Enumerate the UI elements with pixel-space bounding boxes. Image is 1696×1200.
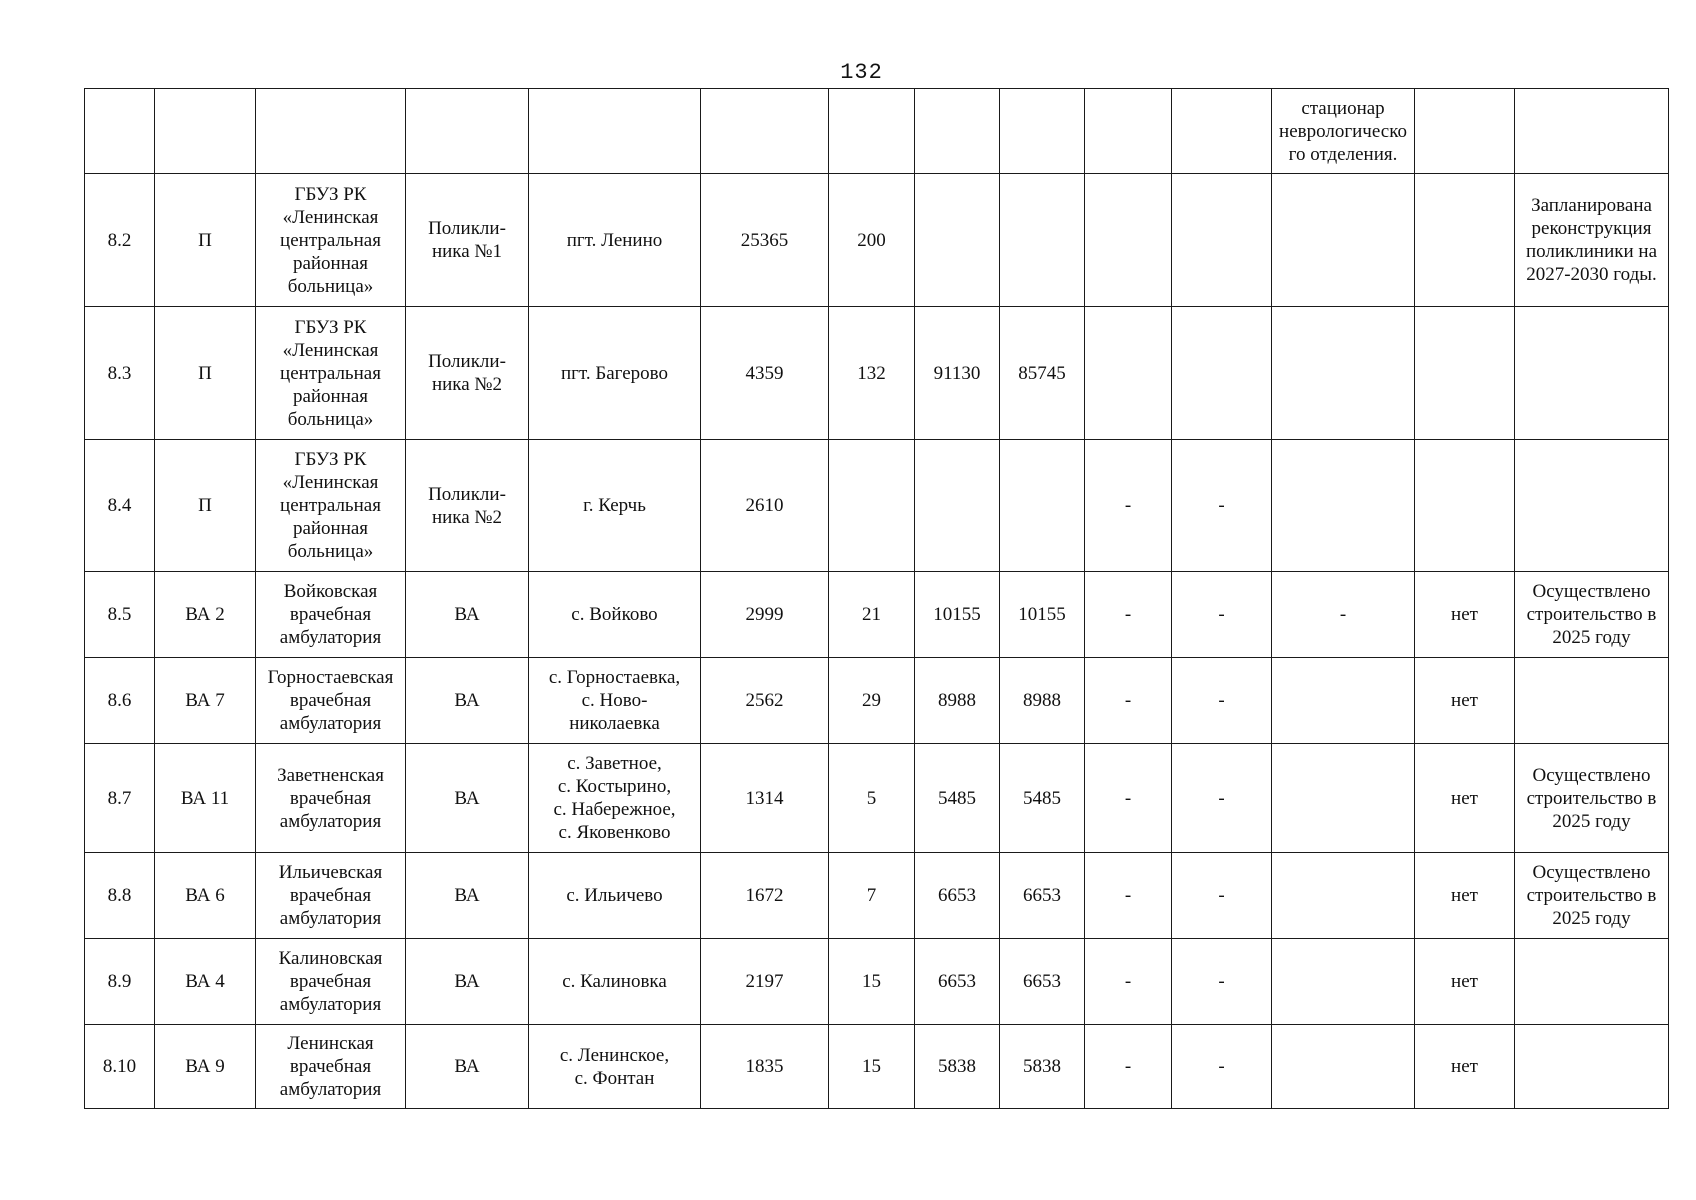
row-col-6: 2562 [701,658,829,744]
row-facility-type: Поликли- ника №2 [406,307,529,440]
row-col-8: 10155 [915,572,1000,658]
row-col-6: 4359 [701,307,829,440]
row-col-12 [1272,939,1415,1025]
row-col-12 [1272,307,1415,440]
row-code: ВА 11 [155,744,256,853]
header-cell-12: стационар неврологическо го отделения. [1272,89,1415,174]
row-col-7: 132 [829,307,915,440]
row-organization: Заветненская врачебная амбулатория [256,744,406,853]
header-cell-14 [1515,89,1669,174]
row-number: 8.7 [85,744,155,853]
row-facility-type: Поликли- ника №1 [406,174,529,307]
row-col-11: - [1172,744,1272,853]
row-number: 8.9 [85,939,155,1025]
row-col-6: 1835 [701,1025,829,1109]
row-col-6: 2610 [701,440,829,572]
row-col-8: 5485 [915,744,1000,853]
row-note: Осуществлено строительство в 2025 году [1515,853,1669,939]
row-col-13: нет [1415,658,1515,744]
row-note [1515,658,1669,744]
row-locality: с. Ленинское, с. Фонтан [529,1025,701,1109]
row-code: П [155,307,256,440]
row-organization: Войковская врачебная амбулатория [256,572,406,658]
row-col-9: 8988 [1000,658,1085,744]
row-number: 8.5 [85,572,155,658]
row-col-11 [1172,174,1272,307]
row-col-8: 6653 [915,939,1000,1025]
row-col-10 [1085,174,1172,307]
row-facility-type: ВА [406,744,529,853]
row-col-6: 2197 [701,939,829,1025]
row-locality: с. Калиновка [529,939,701,1025]
row-col-13: нет [1415,744,1515,853]
row-facility-type: ВА [406,939,529,1025]
row-col-8: 91130 [915,307,1000,440]
row-col-7 [829,440,915,572]
table-row [85,853,1669,939]
row-col-13: нет [1415,939,1515,1025]
row-col-6: 25365 [701,174,829,307]
row-col-11: - [1172,853,1272,939]
row-col-7: 200 [829,174,915,307]
row-col-9: 85745 [1000,307,1085,440]
row-locality: с. Заветное, с. Костырино, с. Набережное, с. Яковенково [529,744,701,853]
row-number: 8.10 [85,1025,155,1109]
row-col-12 [1272,658,1415,744]
row-number: 8.2 [85,174,155,307]
header-cell-6 [701,89,829,174]
row-organization: Горностаевская врачебная амбулатория [256,658,406,744]
row-col-11: - [1172,939,1272,1025]
row-locality: с. Горностаевка, с. Ново- николаевка [529,658,701,744]
header-continuation-row [85,89,1669,174]
header-cell-4 [406,89,529,174]
row-col-6: 2999 [701,572,829,658]
row-col-8: 5838 [915,1025,1000,1109]
row-col-8: 6653 [915,853,1000,939]
header-cell-3 [256,89,406,174]
table-row [85,744,1669,853]
row-col-9: 6653 [1000,853,1085,939]
table-row [85,1025,1669,1109]
row-col-13: нет [1415,572,1515,658]
row-col-12 [1272,440,1415,572]
row-code: П [155,440,256,572]
row-locality: г. Керчь [529,440,701,572]
row-col-10 [1085,307,1172,440]
row-locality: пгт. Ленино [529,174,701,307]
row-col-12 [1272,1025,1415,1109]
facilities-table [84,88,1669,1109]
row-col-9 [1000,440,1085,572]
header-cell-11 [1172,89,1272,174]
row-organization: Ильичевская врачебная амбулатория [256,853,406,939]
table-row [85,939,1669,1025]
row-locality: с. Войково [529,572,701,658]
row-col-9: 10155 [1000,572,1085,658]
row-col-7: 21 [829,572,915,658]
header-cell-1 [85,89,155,174]
row-col-11: - [1172,440,1272,572]
row-note [1515,1025,1669,1109]
row-col-10: - [1085,658,1172,744]
row-code: ВА 4 [155,939,256,1025]
row-locality: пгт. Багерово [529,307,701,440]
row-code: ВА 2 [155,572,256,658]
row-col-10: - [1085,939,1172,1025]
row-number: 8.3 [85,307,155,440]
row-number: 8.8 [85,853,155,939]
row-col-9: 5485 [1000,744,1085,853]
header-cell-13 [1415,89,1515,174]
row-col-12: - [1272,572,1415,658]
row-note: Запланирована реконструкция поликлиники на 2027-2030 годы. [1515,174,1669,307]
row-col-13 [1415,174,1515,307]
row-note: Осуществлено строительство в 2025 году [1515,572,1669,658]
row-col-6: 1314 [701,744,829,853]
header-cell-2 [155,89,256,174]
row-number: 8.4 [85,440,155,572]
table-row [85,174,1669,307]
row-col-8 [915,440,1000,572]
row-note: Осуществлено строительство в 2025 году [1515,744,1669,853]
table-row [85,307,1669,440]
page-number: 132 [840,60,883,85]
table-row [85,440,1669,572]
row-code: ВА 9 [155,1025,256,1109]
row-number: 8.6 [85,658,155,744]
header-cell-10 [1085,89,1172,174]
row-note [1515,440,1669,572]
row-col-9 [1000,174,1085,307]
row-organization: ГБУЗ РК «Ленинская центральная районная больница» [256,440,406,572]
row-col-6: 1672 [701,853,829,939]
row-organization: Калиновская врачебная амбулатория [256,939,406,1025]
header-cell-8 [915,89,1000,174]
row-col-12 [1272,853,1415,939]
row-col-12 [1272,744,1415,853]
row-col-7: 15 [829,939,915,1025]
row-col-11 [1172,307,1272,440]
row-col-11: - [1172,572,1272,658]
row-col-7: 5 [829,744,915,853]
row-facility-type: Поликли- ника №2 [406,440,529,572]
row-col-7: 7 [829,853,915,939]
row-col-11: - [1172,658,1272,744]
row-code: П [155,174,256,307]
row-col-13: нет [1415,853,1515,939]
row-locality: с. Ильичево [529,853,701,939]
row-organization: ГБУЗ РК «Ленинская центральная районная больница» [256,307,406,440]
row-facility-type: ВА [406,572,529,658]
table-row [85,572,1669,658]
table-row [85,658,1669,744]
header-cell-5 [529,89,701,174]
row-organization: Ленинская врачебная амбулатория [256,1025,406,1109]
row-col-10: - [1085,1025,1172,1109]
row-col-7: 15 [829,1025,915,1109]
row-col-12 [1272,174,1415,307]
row-facility-type: ВА [406,658,529,744]
row-code: ВА 7 [155,658,256,744]
row-col-13: нет [1415,1025,1515,1109]
row-facility-type: ВА [406,853,529,939]
row-col-9: 5838 [1000,1025,1085,1109]
row-note [1515,939,1669,1025]
row-col-13 [1415,440,1515,572]
header-cell-7 [829,89,915,174]
row-note [1515,307,1669,440]
row-col-10: - [1085,744,1172,853]
row-code: ВА 6 [155,853,256,939]
row-facility-type: ВА [406,1025,529,1109]
row-col-10: - [1085,440,1172,572]
row-col-10: - [1085,572,1172,658]
row-col-13 [1415,307,1515,440]
row-col-9: 6653 [1000,939,1085,1025]
row-col-10: - [1085,853,1172,939]
row-col-7: 29 [829,658,915,744]
header-cell-9 [1000,89,1085,174]
row-organization: ГБУЗ РК «Ленинская центральная районная больница» [256,174,406,307]
row-col-8 [915,174,1000,307]
row-col-8: 8988 [915,658,1000,744]
row-col-11: - [1172,1025,1272,1109]
